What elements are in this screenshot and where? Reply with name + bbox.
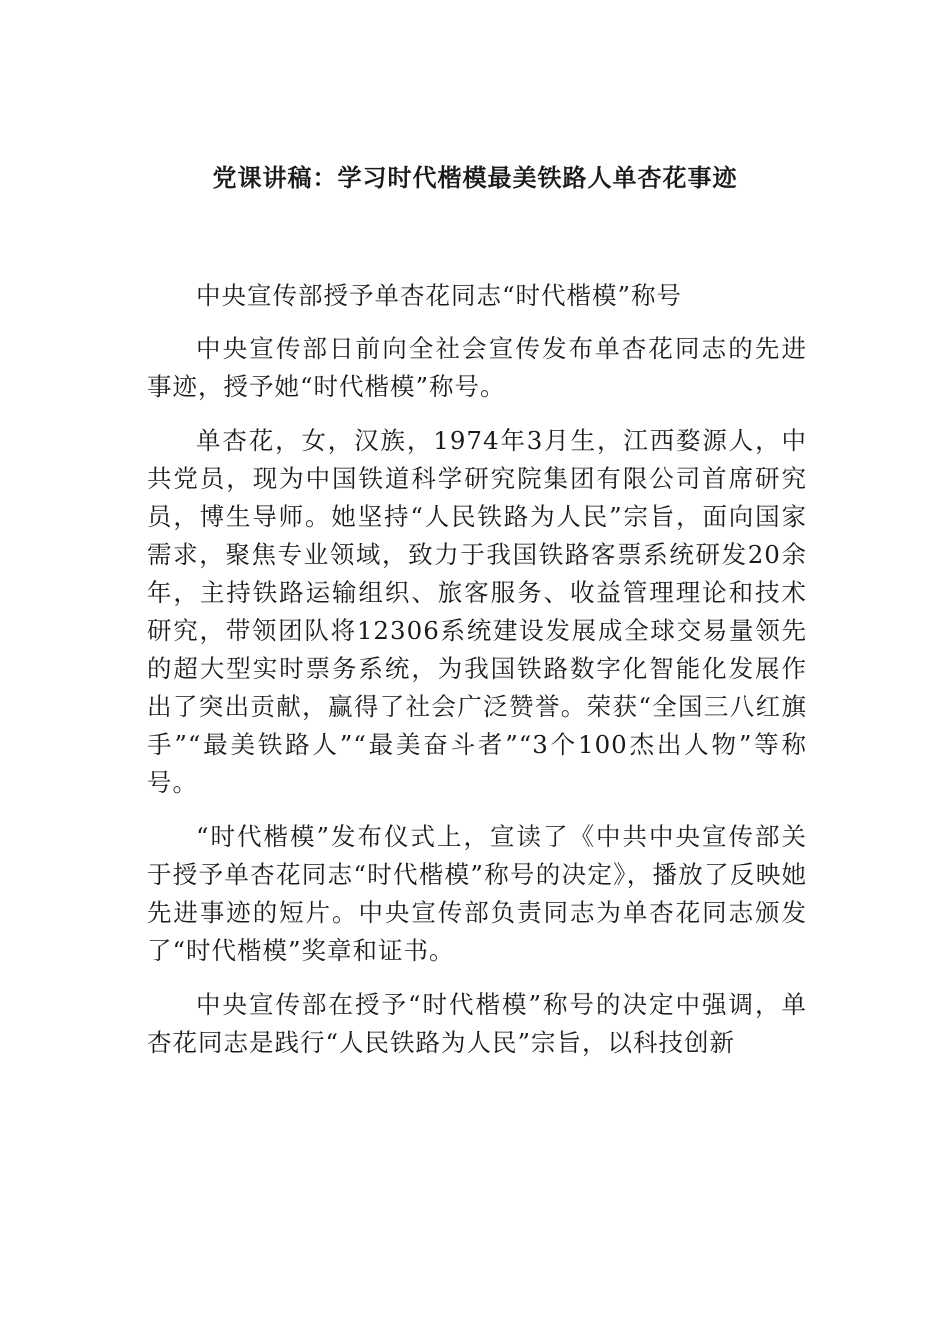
paragraph: 中央宣传部日前向全社会宣传发布单杏花同志的先进事迹，授予她“时代楷模”称号。	[147, 334, 807, 401]
paragraph-heading: 中央宣传部授予单杏花同志“时代楷模”称号	[196, 281, 683, 310]
document-body	[147, 277, 807, 1078]
document-title: 党课讲稿：学习时代楷模最美铁路人单杏花事迹	[212, 163, 738, 192]
paragraph: “时代楷模”发布仪式上，宣读了《中共中央宣传部关于授予单杏花同志“时代楷模”称号的决定》，播放了反映她先进事迹的短片。中央宣传部负责同志为单杏花同志颁发了“时代楷模”奖章和证书。	[147, 822, 807, 965]
paragraph: 中央宣传部在授予“时代楷模”称号的决定中强调，单杏花同志是践行“人民铁路为人民”宗旨，以科技创新	[147, 990, 807, 1057]
paragraph: 单杏花，女，汉族，1974年3月生，江西婺源人，中共党员，现为中国铁道科学研究院集团有限公司首席研究员，博生导师。她坚持“人民铁路为人民”宗旨，面向国家需求，聚焦专业领域，致力于我国铁路客票系统研发20余年，主持铁路运输组织、旅客服务、收益管理理论和技术研究，带领团队将12306系统建设发展成全球交易量领先的超大型实时票务系统，为我国铁路数字化智能化发展作出了突出贡献，赢得了社会广泛赞誉。荣获“全国三八红旗手”“最美铁路人”“最美奋斗者”“3个100杰出人物”等称号。	[147, 426, 807, 797]
